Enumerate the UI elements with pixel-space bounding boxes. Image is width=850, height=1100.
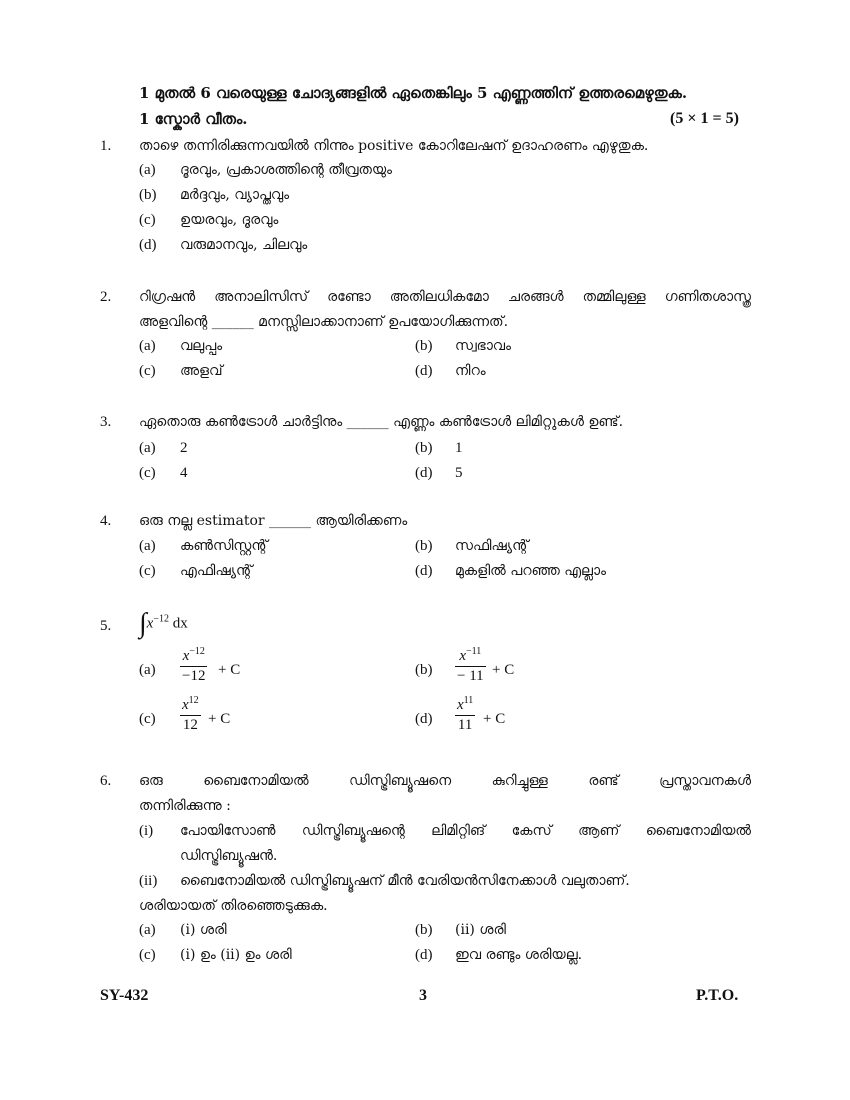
question-text: ഏതൊരു കൺട്രോൾ ചാർട്ടിനും ______ എണ്ണം കൺട്രോൾ ലിമിറ്റുകൾ ഉണ്ട്. <box>139 414 624 430</box>
question-text: ഒരു ബൈനോമിയൽ ഡിസ്ട്രിബ്യൂഷനെ കുറിച്ചുള്ള രണ്ട് പ്രസ്താവനകൾ <box>139 773 751 789</box>
instruction-line-2: 1 സ്കോർ വീതം. <box>139 110 248 128</box>
fraction-denominator: − 11 <box>457 668 484 684</box>
option-text: മർദ്ദവും, വ്യാപ്തവും <box>180 187 290 203</box>
fraction-numerator: $x^{-11}$ <box>459 646 482 664</box>
question-number: 2. <box>100 289 112 305</box>
option-fraction <box>180 646 207 685</box>
option-label: (d) <box>415 363 433 379</box>
instruction-line-1: 1 മുതൽ 6 വരെയുള്ള ചോദ്യങ്ങളിൽ ഏതെങ്കിലും 5 എണ്ണത്തിന് ഉത്തരമെഴുതുക. <box>139 84 688 102</box>
option-label: (c) <box>139 947 156 963</box>
statement-label: (ii) <box>139 873 158 889</box>
question-number: 4. <box>100 513 112 529</box>
option-label: (b) <box>415 538 433 554</box>
plus-constant: + C <box>218 662 241 678</box>
page-number: 3 <box>419 987 427 1004</box>
question-number: 5. <box>100 618 112 634</box>
option-text: വലുപ്പം <box>180 338 223 354</box>
please-turn-over: P.T.O. <box>696 987 739 1004</box>
option-label: (c) <box>139 563 156 579</box>
option-text: മുകളിൽ പറഞ്ഞ എല്ലാം <box>455 563 606 579</box>
option-label: (a) <box>139 662 156 678</box>
option-text: കൺസിസ്റ്റന്റ് <box>180 538 268 554</box>
integrand-dx: dx <box>172 615 188 632</box>
option-label: (c) <box>139 363 156 379</box>
option-text: സ്വഭാവം <box>455 338 511 354</box>
option-text: ഉയരവും, ദൂരവും <box>180 212 279 228</box>
plus-constant: + C <box>483 711 506 727</box>
fraction-numerator: $x^{12}$ <box>182 695 199 713</box>
option-text: (ii) ശരി <box>455 922 506 938</box>
statement-text: ബൈനോമിയൽ ഡിസ്ട്രിബ്യൂഷന് മീൻ വേരിയൻസിനേക്കാൾ വലുതാണ്. <box>180 873 630 889</box>
option-label: (b) <box>139 187 157 203</box>
option-label: (c) <box>139 465 156 481</box>
option-label: (d) <box>139 237 157 253</box>
fraction-bar <box>455 715 475 716</box>
statement-label: (i) <box>139 823 154 839</box>
option-text: സഫിഷ്യന്റ് <box>455 538 529 554</box>
question-text-continued: തന്നിരിക്കുന്നു : <box>139 798 231 814</box>
option-label: (a) <box>139 922 156 938</box>
option-text: (i) ശരി <box>180 922 227 938</box>
question-prompt: ശരിയായത് തിരഞ്ഞെടുക്കുക. <box>139 898 328 914</box>
fraction-bar <box>180 715 201 716</box>
option-text: 1 <box>455 440 463 456</box>
option-fraction <box>180 695 201 734</box>
question-number: 1. <box>100 138 112 154</box>
question-text: റിഗ്രഷൻ അനാലിസിസ് രണ്ടോ അതിലധികമോ ചരങ്ങൾ തമ്മിലുള്ള ഗണിതശാസ്ത്ര <box>139 289 751 305</box>
fraction-bar <box>180 666 207 667</box>
fraction-denominator: 12 <box>182 717 198 733</box>
plus-constant: + C <box>492 662 515 678</box>
option-fraction <box>455 695 475 734</box>
fraction-numerator: $x^{11}$ <box>457 695 474 713</box>
option-label: (b) <box>415 922 433 938</box>
option-text: (i) ഉം (ii) ഉം ശരി <box>180 947 292 963</box>
question-paper-code: SY-432 <box>100 987 149 1004</box>
integral-expression <box>139 608 188 640</box>
question-text: ഒരു നല്ല estimator ______ ആയിരിക്കണം <box>139 513 408 529</box>
marks-allocation: (5 × 1 = 5) <box>670 110 739 127</box>
option-text: 4 <box>180 465 188 481</box>
fraction-bar <box>455 666 486 667</box>
option-label: (d) <box>415 711 433 727</box>
option-label: (a) <box>139 162 156 178</box>
option-text: നിറം <box>455 363 486 379</box>
integrand-exponent: −12 <box>153 613 169 625</box>
option-label: (d) <box>415 465 433 481</box>
option-text: എഫിഷ്യന്റ് <box>180 563 253 579</box>
option-label: (c) <box>139 212 156 228</box>
option-label: (b) <box>415 338 433 354</box>
option-fraction <box>455 646 486 685</box>
option-label: (b) <box>415 662 433 678</box>
statement-text-continued: ഡിസ്ട്രിബ്യൂഷൻ. <box>180 848 278 864</box>
statement-text: പോയിസോൺ ഡിസ്ട്രിബ്യൂഷന്റെ ലിമിറ്റിങ് കേസ് ആണ് ബൈനോമിയൽ <box>180 823 751 839</box>
fraction-denominator: 11 <box>457 717 473 733</box>
option-label: (b) <box>415 440 433 456</box>
fraction-numerator: $x^{-12}$ <box>182 646 205 664</box>
question-number: 6. <box>100 773 112 789</box>
option-text: ഇവ രണ്ടും ശരിയല്ല. <box>455 947 583 963</box>
question-text: താഴെ തന്നിരിക്കുന്നവയിൽ നിന്നും positive കോറിലേഷന് ഉദാഹരണം എഴുതുക. <box>139 138 649 154</box>
option-label: (a) <box>139 538 156 554</box>
plus-constant: + C <box>208 711 231 727</box>
option-text: 2 <box>180 440 188 456</box>
option-text: വരുമാനവും, ചിലവും <box>180 237 308 253</box>
question-number: 3. <box>100 414 112 430</box>
option-label: (d) <box>415 563 433 579</box>
option-text: 5 <box>455 465 463 481</box>
integrand-base: x <box>146 615 154 632</box>
option-text: അളവ് <box>180 363 223 379</box>
option-text: ദൂരവും, പ്രകാശത്തിന്റെ തീവ്രതയും <box>180 162 393 178</box>
option-label: (a) <box>139 440 156 456</box>
option-label: (d) <box>415 947 433 963</box>
option-label: (a) <box>139 338 156 354</box>
fraction-denominator: −12 <box>182 668 206 684</box>
question-text-continued: അളവിന്റെ ______ മനസ്സിലാക്കാനാണ് ഉപയോഗിക്കുന്നത്. <box>139 314 509 330</box>
option-label: (c) <box>139 711 156 727</box>
integral-sign: ∫ <box>139 608 147 639</box>
